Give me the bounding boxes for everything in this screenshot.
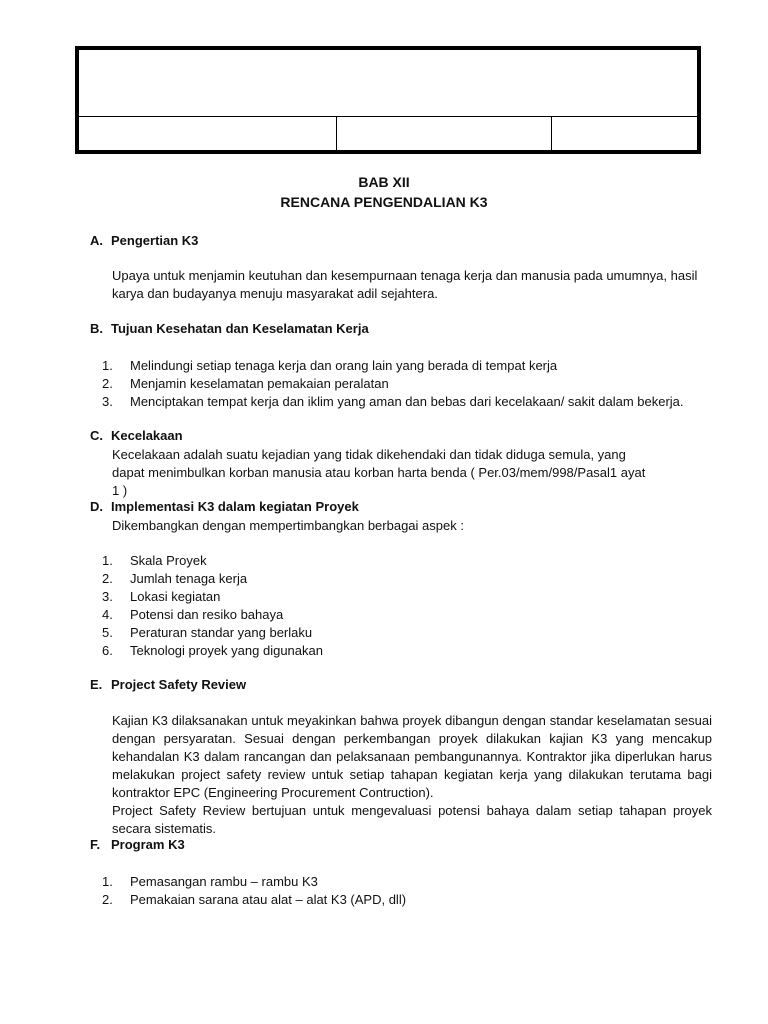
- section-a-title: Pengertian K3: [111, 233, 199, 248]
- list-text: Pemasangan rambu – rambu K3: [130, 874, 318, 889]
- list-item: [96, 624, 323, 642]
- section-d-list: [96, 552, 323, 660]
- list-text: Teknologi proyek yang digunakan: [130, 643, 323, 658]
- section-b-heading: [90, 321, 369, 336]
- list-number: 1.: [102, 874, 113, 889]
- section-e-text-1: Kajian K3 dilaksanakan untuk meyakinkan bahwa proyek dibangun dengan standar keselamatan sesuai dengan persyaratan. Sesuai dengan perkembangan proyek dilakukan kajian K3 yang mencakup kehandalan K3 dalam rancangan dan pelaksanaan pembangunannya. Kontraktor jika diperlukan harus melakukan project safety review untuk setiap tahapan kegiatan kerja yang dilakukan terutama bagi kontraktor EPC (Engineering Procurement Contruction).: [112, 713, 712, 800]
- chapter-number: BAB XII: [358, 174, 410, 190]
- section-d-letter: D.: [90, 499, 103, 514]
- list-item: [96, 357, 684, 375]
- list-text: Peraturan standar yang berlaku: [130, 625, 313, 640]
- list-text: Pemakaian sarana atau alat – alat K3 (APD, dll): [130, 892, 407, 907]
- header-cell-2: [337, 117, 552, 150]
- list-item: [96, 588, 323, 606]
- list-number: 2.: [102, 571, 113, 586]
- list-number: 4.: [102, 607, 113, 622]
- header-cell-1: [79, 117, 337, 150]
- section-f-list: [96, 873, 406, 909]
- section-b-list: [96, 357, 684, 411]
- section-b-title: Tujuan Kesehatan dan Keselamatan Kerja: [111, 321, 369, 336]
- list-item: [96, 642, 323, 660]
- chapter-title: RENCANA PENGENDALIAN K3: [280, 194, 488, 210]
- list-item: [96, 552, 323, 570]
- list-number: 2.: [102, 376, 113, 391]
- list-text: Skala Proyek: [130, 553, 207, 568]
- document-header-table: [75, 46, 701, 154]
- list-number: 1.: [102, 358, 113, 373]
- section-b-letter: B.: [90, 321, 103, 336]
- list-text: Lokasi kegiatan: [130, 589, 221, 604]
- list-text: Melindungi setiap tenaga kerja dan orang lain yang berada di tempat kerja: [130, 358, 558, 373]
- list-item: [96, 873, 406, 891]
- section-f-letter: F.: [90, 837, 101, 852]
- list-number: 3.: [102, 394, 113, 409]
- list-number: 3.: [102, 589, 113, 604]
- list-item: [96, 891, 406, 909]
- list-text: Potensi dan resiko bahaya: [130, 607, 284, 622]
- section-c-letter: C.: [90, 428, 103, 443]
- list-number: 2.: [102, 892, 113, 907]
- list-item: [96, 375, 684, 393]
- section-e-title: Project Safety Review: [111, 677, 247, 692]
- header-title-cell: [79, 50, 697, 117]
- section-a-heading: [90, 233, 198, 248]
- section-e-heading: [90, 677, 246, 692]
- section-a-letter: A.: [90, 233, 103, 248]
- list-item: [96, 606, 323, 624]
- list-item: [96, 570, 323, 588]
- list-text: Menciptakan tempat kerja dan iklim yang aman dan bebas dari kecelakaan/ sakit dalam bekerja.: [130, 394, 684, 409]
- header-cell-3: [552, 117, 697, 150]
- header-info-row: [79, 117, 697, 150]
- section-f-heading: [90, 837, 185, 852]
- section-e-text-2: Project Safety Review bertujuan untuk mengevaluasi potensi bahaya dalam setiap tahapan proyek secara sistematis.: [112, 803, 712, 836]
- section-c-heading: [90, 428, 183, 443]
- section-e-letter: E.: [90, 677, 103, 692]
- section-c-text: Kecelakaan adalah suatu kejadian yang tidak dikehendaki dan tidak diduga semula, yang dapat menimbulkan korban manusia atau korban harta benda ( Per.03/mem/998/Pasal1 ayat 1 ): [112, 447, 646, 498]
- section-d-text: Dikembangkan dengan mempertimbangkan berbagai aspek :: [112, 518, 464, 533]
- list-text: Menjamin keselamatan pemakaian peralatan: [130, 376, 389, 391]
- section-d-title: Implementasi K3 dalam kegiatan Proyek: [111, 499, 359, 514]
- list-number: 1.: [102, 553, 113, 568]
- section-c-title: Kecelakaan: [111, 428, 183, 443]
- list-text: Jumlah tenaga kerja: [130, 571, 248, 586]
- list-number: 6.: [102, 643, 113, 658]
- section-f-title: Program K3: [111, 837, 185, 852]
- list-item: [96, 393, 684, 411]
- list-number: 5.: [102, 625, 113, 640]
- section-d-heading: [90, 499, 359, 514]
- section-a-text: Upaya untuk menjamin keutuhan dan kesempurnaan tenaga kerja dan manusia pada umumnya, hasil karya dan budayanya menuju masyarakat adil sejahtera.: [112, 268, 698, 301]
